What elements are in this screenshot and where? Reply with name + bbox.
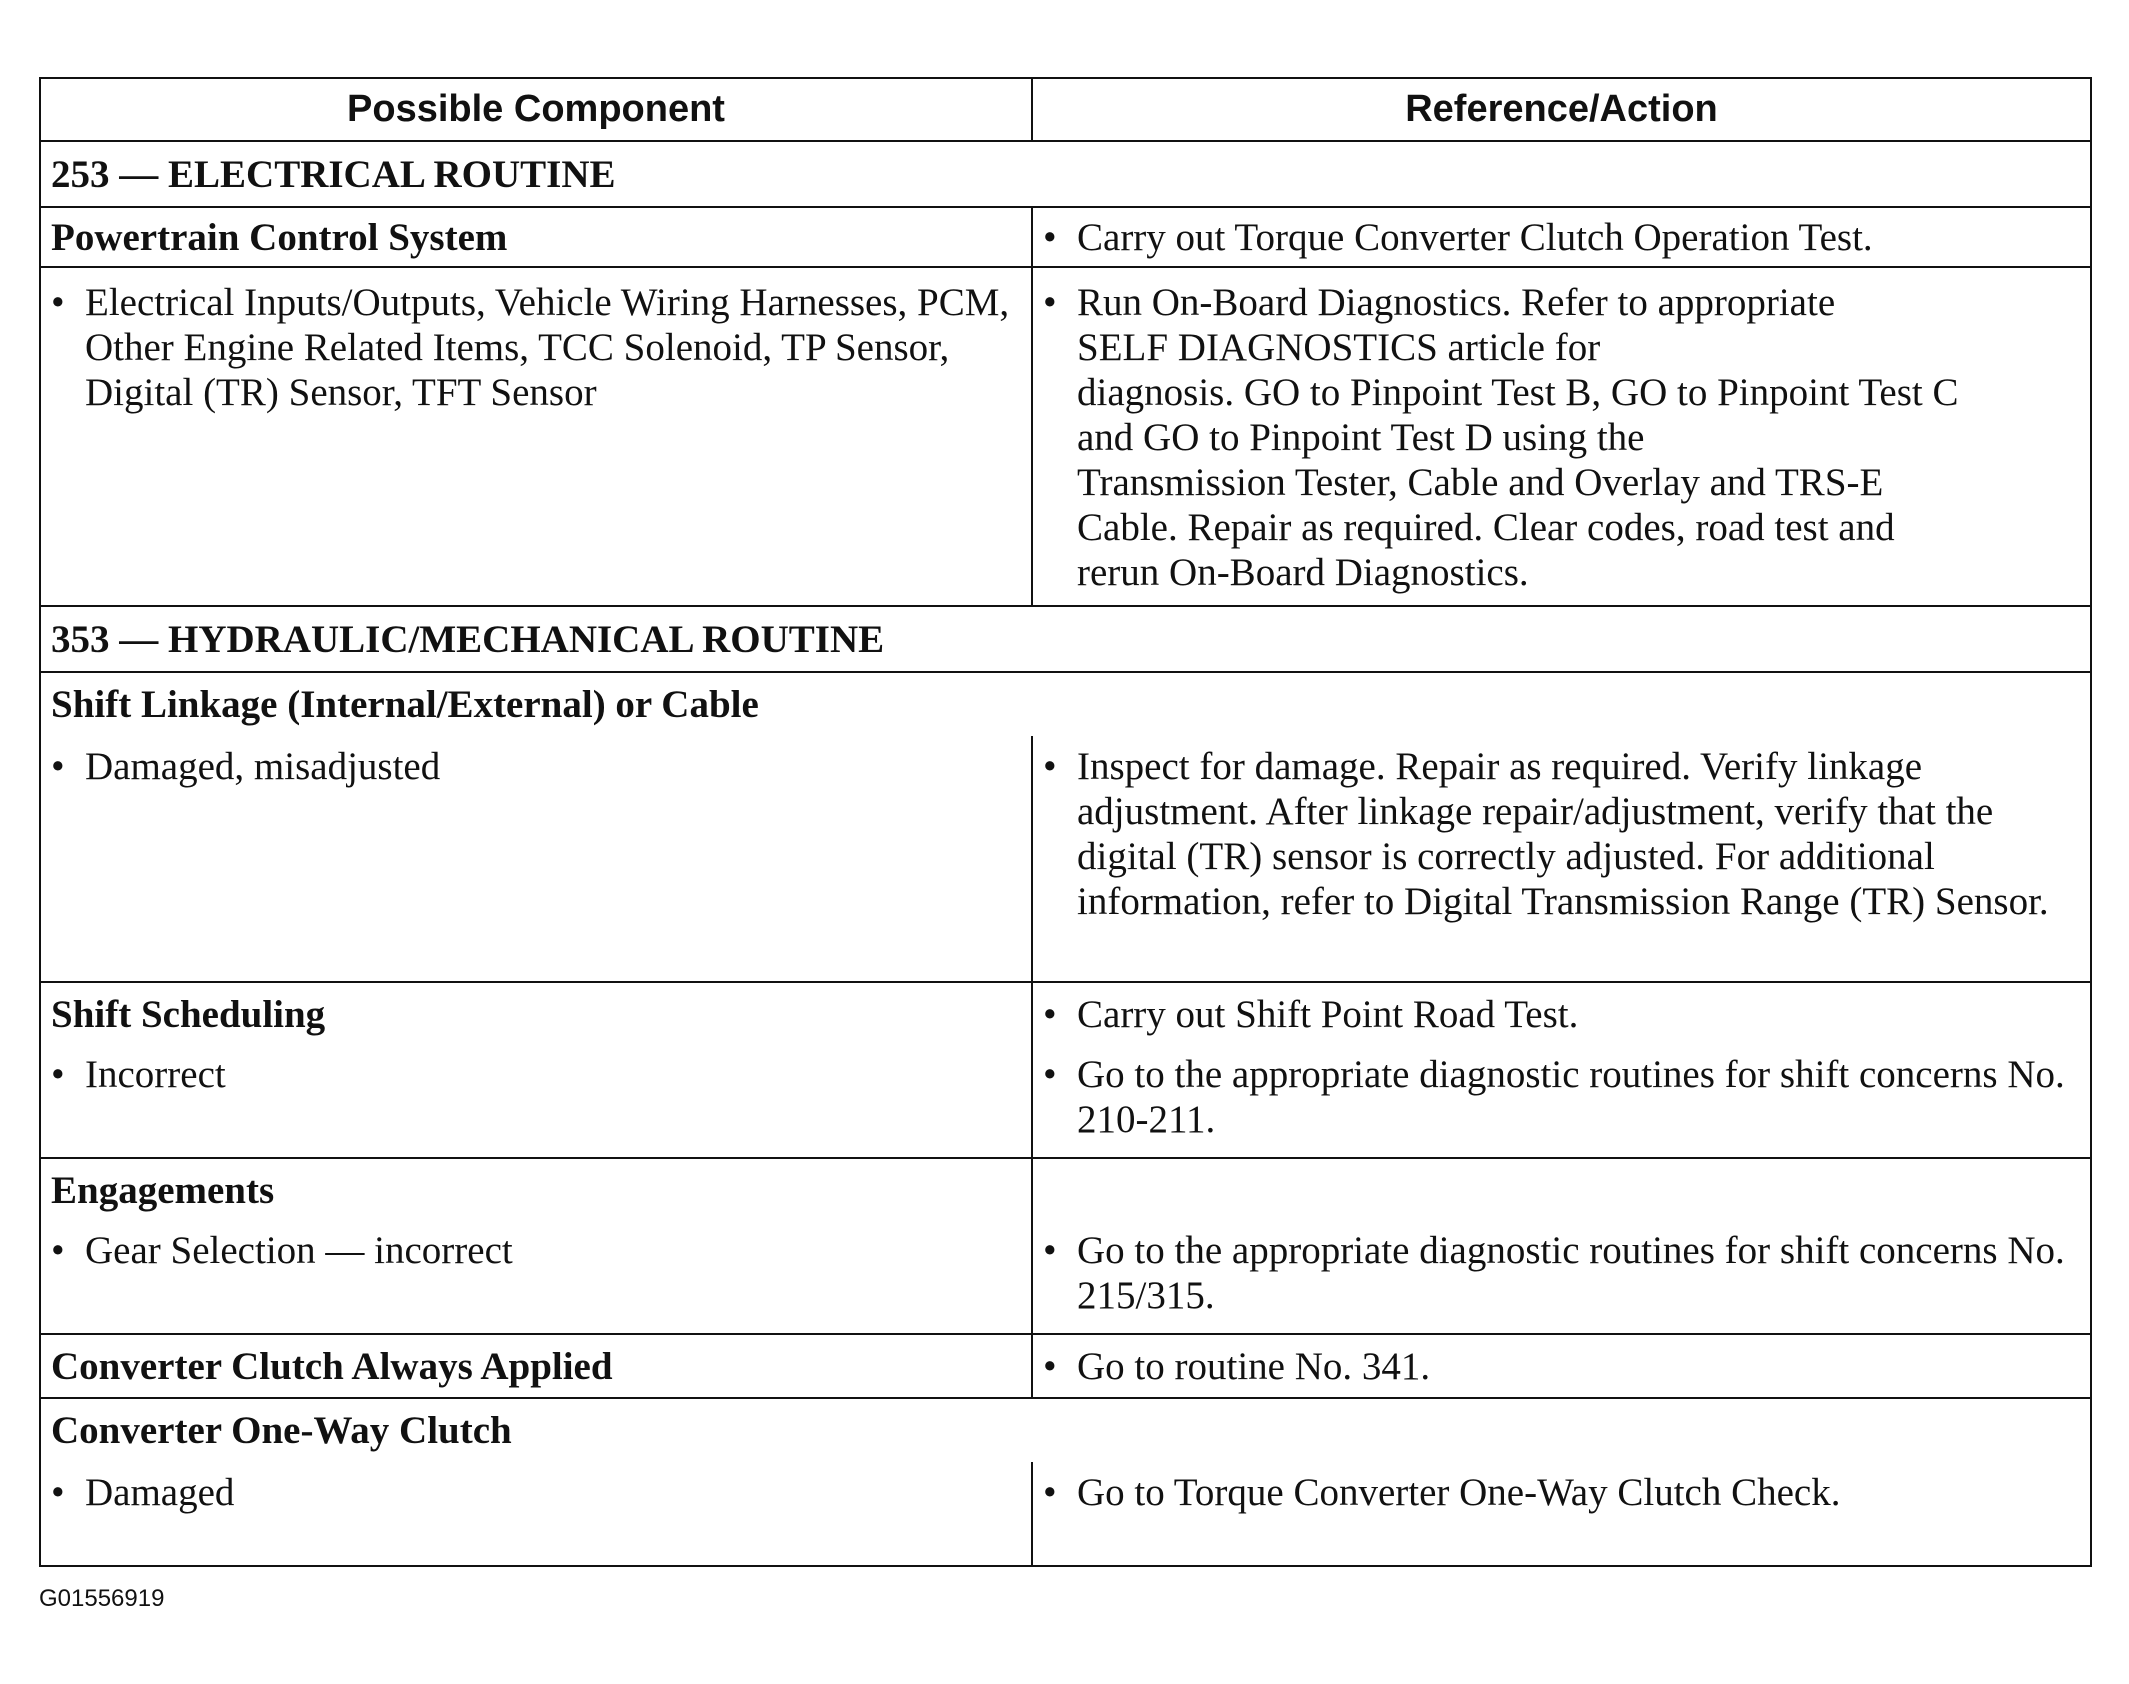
bullet-icon: • [1043, 1053, 1057, 1096]
action-cell: • Go to the appropriate diagnostic routines for shift concerns No. 215/315. [1032, 1222, 2091, 1334]
action-cell: • Inspect for damage. Repair as required. Verify linkage adjustment. After linkage repair/adjustment, verify that the digital (TR) sensor is correctly adjusted. For additional information, refer to Digital Transmission Range (TR) Sensor. [1032, 736, 2091, 982]
component-heading: Shift Scheduling [40, 982, 1032, 1046]
bullet-icon: • [51, 745, 65, 788]
bullet-icon: • [51, 1471, 65, 1514]
bullet-icon: • [1043, 215, 1057, 259]
action-line: SELF DIAGNOSTICS article for [1077, 326, 1601, 369]
bullet-icon: • [1043, 1471, 1057, 1514]
bullet-icon: • [51, 1229, 65, 1272]
section-title: 253 — ELECTRICAL ROUTINE [40, 141, 2091, 207]
action-cell: • Carry out Torque Converter Clutch Operation Test. [1032, 207, 2091, 267]
component-cell: • Damaged, misadjusted [40, 736, 1032, 982]
bullet-icon: • [1043, 1229, 1057, 1272]
header-reference-action: Reference/Action [1032, 78, 2091, 141]
action-cell [1032, 267, 2091, 606]
header-possible-component: Possible Component [40, 78, 1032, 141]
action-cell: • Go to routine No. 341. [1032, 1334, 2091, 1398]
action-line: rerun On-Board Diagnostics. [1077, 551, 1529, 594]
bullet-icon: • [1043, 993, 1057, 1036]
component-cell: • Damaged [40, 1462, 1032, 1566]
component-heading: Converter Clutch Always Applied [40, 1334, 1032, 1398]
bullet-icon: • [51, 281, 65, 324]
action-cell: • Carry out Shift Point Road Test. [1032, 982, 2091, 1046]
component-heading: Shift Linkage (Internal/External) or Cable [40, 672, 2091, 736]
component-cell: • Electrical Inputs/Outputs, Vehicle Wiring Harnesses, PCM, Other Engine Related Items, TCC Solenoid, TP Sensor, Digital (TR) Sensor, TFT Sensor [40, 267, 1032, 606]
bullet-icon: • [1043, 281, 1057, 324]
component-heading: Engagements [40, 1158, 1032, 1222]
bullet-icon: • [1043, 745, 1057, 788]
action-cell: • Go to the appropriate diagnostic routines for shift concerns No. 210-211. [1032, 1046, 2091, 1158]
figure-id: G01556919 [39, 1585, 165, 1612]
component-heading: Converter One-Way Clutch [40, 1398, 2091, 1462]
component-cell: • Incorrect [40, 1046, 1032, 1158]
action-line: Cable. Repair as required. Clear codes, road test and [1077, 506, 1895, 549]
component-cell: • Gear Selection — incorrect [40, 1222, 1032, 1334]
action-line: Run On-Board Diagnostics. Refer to appropriate [1077, 281, 1836, 324]
bullet-icon: • [51, 1053, 65, 1096]
action-line: diagnosis. GO to Pinpoint Test B, GO to Pinpoint Test C [1077, 371, 1959, 414]
diagnostic-table [39, 77, 2090, 1563]
action-cell-empty [1032, 1158, 2091, 1222]
action-line: Transmission Tester, Cable and Overlay and TRS-E [1077, 461, 1884, 504]
component-heading: Powertrain Control System [40, 207, 1032, 267]
action-cell: • Go to Torque Converter One-Way Clutch Check. [1032, 1462, 2091, 1566]
action-line: and GO to Pinpoint Test D using the [1077, 416, 1645, 459]
section-title: 353 — HYDRAULIC/MECHANICAL ROUTINE [40, 606, 2091, 672]
bullet-icon: • [1043, 1344, 1057, 1388]
